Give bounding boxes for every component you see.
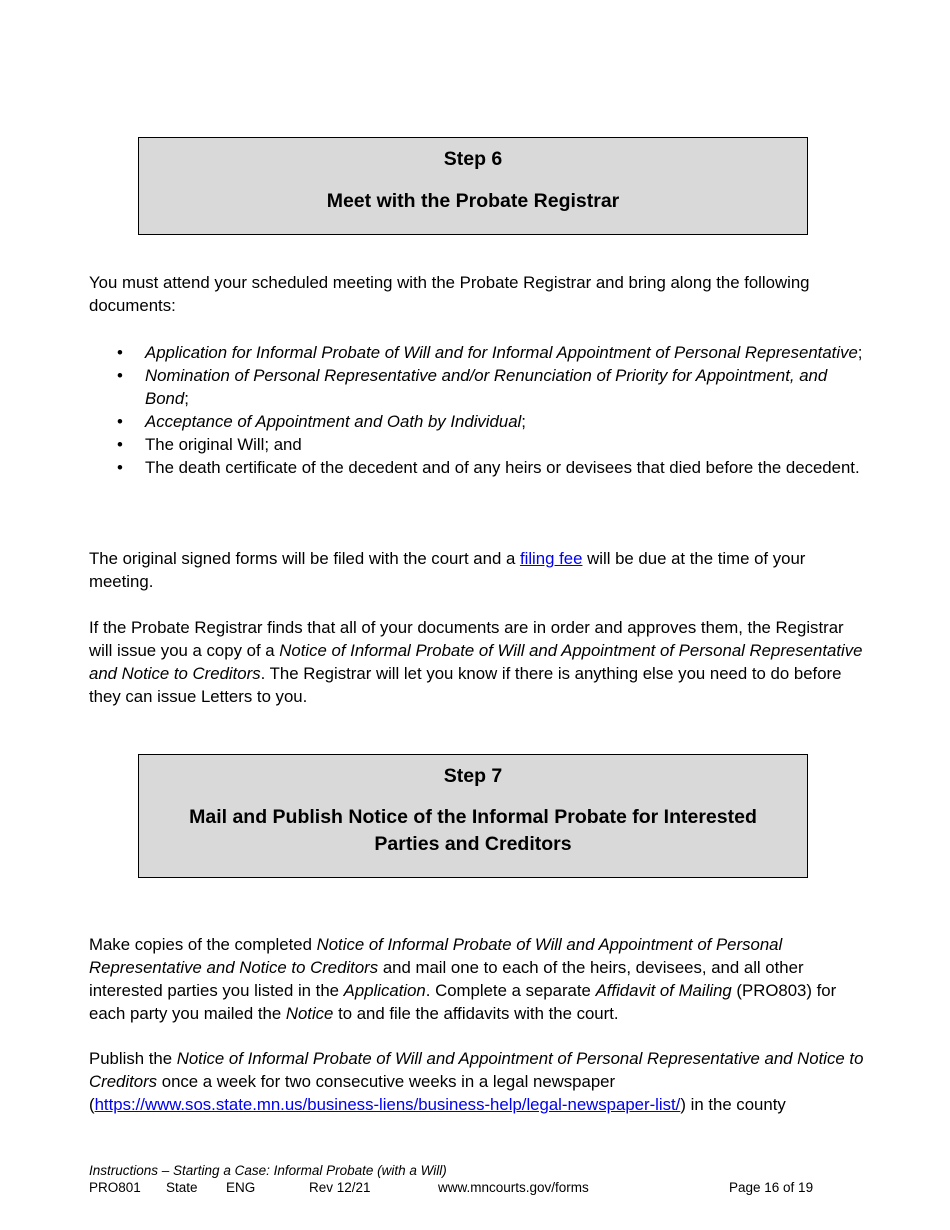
footer-jurisdiction: State [166,1180,198,1195]
bullet-icon: • [117,412,123,431]
document-name: Acceptance of Appointment and Oath by Individual [145,412,522,431]
intro-paragraph: You must attend your scheduled meeting with the Probate Registrar and bring along the following documents: [89,273,810,315]
step-6-number: Step 6 [443,148,503,170]
document-name: Nomination of Personal Representative and/or Renunciation of Priority for Appointment, and Bond [145,366,828,408]
bullet-icon: • [117,435,123,454]
list-item [89,433,869,456]
bullet-icon: • [117,458,123,477]
step-7-number: Step 7 [443,765,503,787]
list-item [89,456,869,479]
document-name: The original Will; and [145,435,302,454]
footer-page-number: Page 16 of 19 [729,1180,814,1195]
list-item: • Application for Informal Probate of Will and for Informal Appointment of Personal Representative; [117,343,863,362]
filing-fee-paragraph: The original signed forms will be filed with the court and a filing fee will be due at the time of your meeting. [89,549,806,591]
bullet-icon: • [117,343,123,362]
list-item: • Nomination of Personal Representative and/or Renunciation of Priority for Appointment, and Bond; [117,366,828,408]
step-6-header [138,137,808,235]
footer-language: ENG [226,1180,256,1195]
publish-paragraph: Publish the Notice of Informal Probate of Will and Appointment of Personal Representative and Notice to Creditors once a week for two consecutive weeks in a legal newspaper (https://www.sos.state.mn.us/business-liens/business-help/legal-newspaper-list/) in the county [89,1049,864,1114]
footer-form-code: PRO801 [89,1180,141,1195]
document-name: The death certificate of the decedent and of any heirs or devisees that died before the decedent. [145,458,860,477]
footer-revision: Rev 12/21 [309,1180,371,1195]
document-name: Application for Informal Probate of Will and for Informal Appointment of Personal Representative [145,343,858,362]
bullet-icon: • [117,366,123,385]
step-6-title: Meet with the Probate Registrar [326,190,620,212]
step-7-header [138,754,808,878]
step-7-title: Mail and Publish Notice of the Informal Probate for Interested Parties and Creditors [189,806,757,855]
legal-newspaper-list-link[interactable]: https://www.sos.state.mn.us/business-liens/business-help/legal-newspaper-list/ [94,1095,681,1114]
filing-fee-link[interactable]: filing fee [519,549,583,568]
footer-website: www.mncourts.gov/forms [438,1180,589,1195]
list-item: • Acceptance of Appointment and Oath by Individual; [117,412,526,431]
footer-title: Instructions – Starting a Case: Informal Probate (with a Will) [89,1163,447,1178]
required-documents-list [89,341,869,479]
mail-copies-paragraph: Make copies of the completed Notice of Informal Probate of Will and Appointment of Personal Representative and Notice to Creditors and mail one to each of the heirs, devisees, and all other interested parties you listed in the Application. Complete a separate Affidavit of Mailing (PRO803) for each party you mailed the Notice to and file the affidavits with the court. [89,935,837,1023]
approval-paragraph: If the Probate Registrar finds that all of your documents are in order and approves them, the Registrar will issue you a copy of a Notice of Informal Probate of Will and Appointment of Personal Representative and Notice to Creditors. The Registrar will let you know if there is anything else you need to do before they can issue Letters to you. [89,618,863,706]
